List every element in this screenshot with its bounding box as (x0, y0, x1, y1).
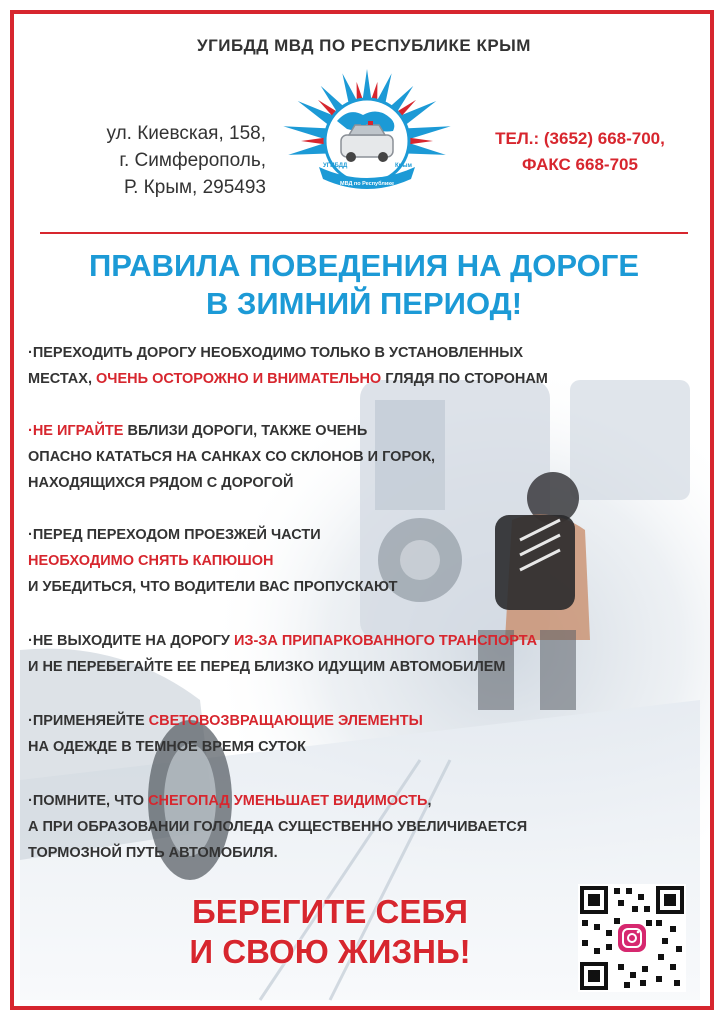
emblem-text-left: УГИБДД (323, 163, 348, 169)
rule-text: ВБЛИЗИ ДОРОГИ, ТАКЖЕ ОЧЕНЬ (123, 423, 368, 439)
rule-item-remove-hood (28, 522, 708, 600)
rule-highlight: ИЗ-ЗА ПРИПАРКОВАННОГО ТРАНСПОРТА (233, 633, 538, 649)
rule-highlight: ·НЕ ИГРАЙТЕ (28, 423, 124, 439)
traffic-police-emblem-icon (278, 66, 456, 216)
rule-text: , (427, 793, 432, 809)
rule-line (28, 418, 708, 444)
rule-highlight: СВЕТОВОЗВРАЩАЮЩИЕ ЭЛЕМЕНТЫ (148, 713, 423, 729)
rule-line: И НЕ ПЕРЕБЕГАЙТЕ ЕЕ ПЕРЕД БЛИЗКО ИДУЩИМ АВТОМОБИЛЕМ (28, 659, 506, 675)
qr-code[interactable] (578, 884, 686, 992)
rule-item-no-playing (28, 418, 708, 496)
address-region: Р. Крым, 295493 (124, 177, 266, 198)
phone-number: ТЕЛ.: (3652) 668-700, (495, 129, 665, 148)
rule-text: МЕСТАХ, (28, 371, 97, 387)
rule-highlight: ОЧЕНЬ ОСТОРОЖНО И ВНИМАТЕЛЬНО (96, 371, 382, 387)
rule-text: ·ПРИМЕНЯЕЙТЕ (28, 713, 149, 729)
rule-line (28, 708, 708, 734)
rule-item-parked-vehicles (28, 628, 708, 680)
contacts-block (470, 126, 690, 178)
slogan-line-2: И СВОЮ ЖИЗНЬ! (189, 933, 471, 970)
address-city: г. Симферополь, (119, 150, 266, 171)
rule-line: А ПРИ ОБРАЗОВАНИИ ГОЛОЛЕДА СУЩЕСТВЕННО УВЕЛИЧИВАЕТСЯ (28, 819, 528, 835)
address-street: ул. Киевская, 158, (106, 123, 266, 144)
rule-line: НАХОДЯЩИХСЯ РЯДОМ С ДОРОГОЙ (28, 475, 294, 491)
rule-item-reflectors (28, 708, 708, 760)
rule-highlight: СНЕГОПАД УМЕНЬШАЕТ ВИДИМОСТЬ (148, 793, 428, 809)
rule-line (28, 628, 708, 654)
rule-text: ·ПОМНИТЕ, ЧТО (28, 793, 149, 809)
rule-line: ОПАСНО КАТАТЬСЯ НА САНКАХ СО СКЛОНОВ И ГОРОК, (28, 449, 436, 465)
emblem-text-right: Крым (395, 163, 412, 169)
address-block (56, 120, 266, 201)
rule-item-snowfall (28, 788, 708, 866)
rule-line: НА ОДЕЖДЕ В ТЕМНОЕ ВРЕМЯ СУТОК (28, 739, 307, 755)
title-line-1: ПРАВИЛА ПОВЕДЕНИЯ НА ДОРОГЕ (88, 248, 640, 283)
rule-line (28, 366, 708, 392)
slogan-line-1: БЕРЕГИТЕ СЕБЯ (192, 893, 468, 930)
header-divider (40, 232, 688, 234)
rule-text: ГЛЯДЯ ПО СТОРОНАМ (381, 371, 548, 387)
rule-line: ·ПЕРЕД ПЕРЕХОДОМ ПРОЕЗЖЕЙ ЧАСТИ (28, 527, 321, 543)
rule-item-crossing (28, 340, 708, 392)
instagram-icon (618, 924, 646, 952)
rule-line (28, 788, 708, 814)
closing-slogan (140, 892, 520, 972)
title-line-2: В ЗИМНИЙ ПЕРИОД! (205, 286, 523, 321)
rule-text: ·НЕ ВЫХОДИТЕ НА ДОРОГУ (28, 633, 234, 649)
emblem-text-center: МВД по Республике (339, 181, 395, 187)
rule-text: ·ПЕРЕХОДИТЬ ДОРОГУ НЕОБХОДИМО ТОЛЬКО В УСТАНОВЛЕННЫХ (28, 345, 524, 361)
rule-line: И УБЕДИТЬСЯ, ЧТО ВОДИТЕЛИ ВАС ПРОПУСКАЮТ (28, 579, 398, 595)
organization-name: УГИБДД МВД ПО РЕСПУБЛИКЕ КРЫМ (197, 36, 531, 55)
rule-line: ТОРМОЗНОЙ ПУТЬ АВТОМОБИЛЯ. (28, 845, 278, 861)
rule-line (28, 340, 708, 366)
rule-highlight: НЕОБХОДИМО СНЯТЬ КАПЮШОН (28, 553, 274, 569)
page-title (0, 247, 728, 323)
fax-number: ФАКС 668-705 (522, 155, 638, 174)
